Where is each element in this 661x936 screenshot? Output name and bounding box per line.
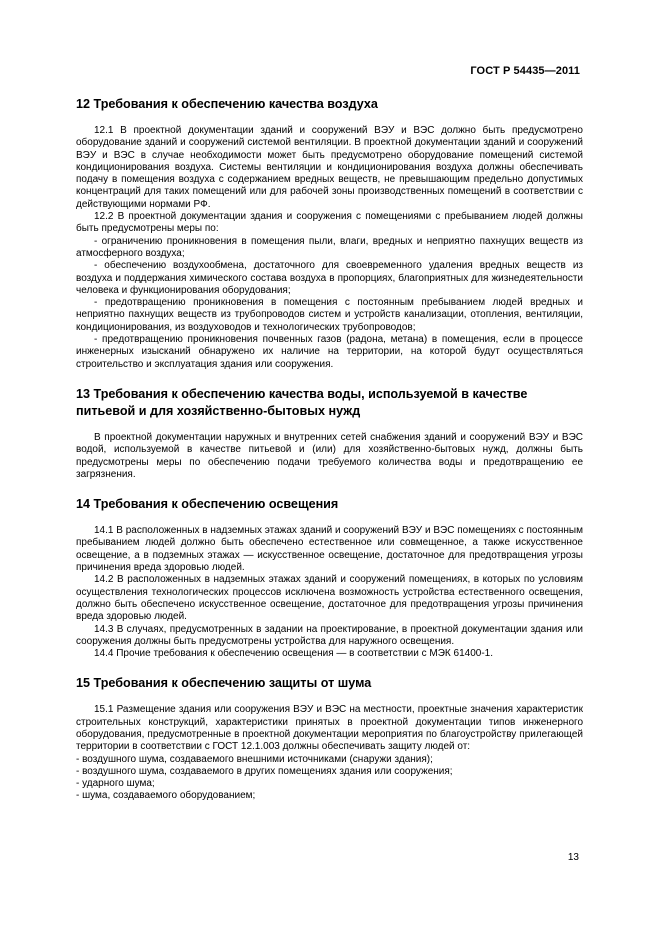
section-title: 14 Требования к обеспечению освещения: [76, 497, 339, 512]
paragraph: 14.3 В случаях, предусмотренных в задании на проектирование, в проектной документации здания или сооружения должны быть предусмотрены устройства для наружного освещения.: [76, 623, 583, 647]
paragraph: 14.2 В расположенных в надземных этажах зданий и сооружений помещениях, в которых по условиям осуществления технологических процессов исключена возможность устройства естественного освещения, должно быть обеспечено искусственное освещение, достаточное для предотвращения угрозы причинения вреда здоровью людей.: [76, 574, 583, 623]
section-title: 15 Требования к обеспечению защиты от шума: [76, 676, 372, 691]
list-item: - ударного шума;: [76, 778, 155, 790]
list-item: - воздушного шума, создаваемого в других помещениях здания или сооружения;: [76, 765, 453, 777]
page-number: 13: [567, 852, 579, 863]
section-14: [76, 496, 583, 660]
paragraph: В проектной документации наружных и внутренних сетей снабжения зданий и сооружений ВЭУ и ВЭС водой, используемой в качестве питьевой и (или) для хозяйственно-бытовых нужд, должны быть предусмотрены меры по обеспечению подачи требуемого количества воды и предотвращению ее загрязнения.: [76, 431, 583, 480]
section-title: 13 Требования к обеспечению качества воды, используемой в качестве питьевой и для хозяйственно-бытовых нужд: [76, 386, 528, 418]
section-15: [76, 675, 583, 802]
paragraph: - ограничению проникновения в помещения пыли, влаги, вредных и неприятно пахнущих веществ из атмосферного воздуха;: [76, 235, 583, 259]
paragraph: 14.4 Прочие требования к обеспечению освещения — в соответствии с МЭК 61400-1.: [94, 648, 493, 660]
document-body: [76, 96, 583, 818]
paragraph: - предотвращению проникновения почвенных газов (радона, метана) в помещения, если в процессе инженерных изысканий обнаружено их наличие на территории, на которой будут осуществляться строительство и эксплуатация здания или сооружения.: [76, 334, 583, 370]
paragraph: - обеспечению воздухообмена, достаточного для своевременного удаления вредных веществ из воздуха и поддержания химического состава воздуха в пропорциях, благоприятных для жизнедеятельности человека и функционирования оборудования;: [76, 260, 583, 296]
section-12: [76, 96, 583, 371]
paragraph: 14.1 В расположенных в надземных этажах зданий и сооружений ВЭУ и ВЭС помещениях с постоянным пребыванием людей должно быть обеспечено естественное или совмещенное, а также искусственное освещение, а в подземных этажах — искусственное освещение, достаточное для предотвращения угрозы причинения вреда здоровью людей.: [76, 525, 583, 574]
section-title: 12 Требования к обеспечению качества воздуха: [76, 97, 378, 111]
document-code: ГОСТ Р 54435—2011: [470, 65, 580, 77]
paragraph: - предотвращению проникновения в помещения с постоянным пребыванием людей вредных и неприятно пахнущих веществ из трубопроводов систем и устройств канализации, отопления, вентиляции, кондиционирования, из воздуховодов и технологических трубопроводов;: [76, 297, 583, 333]
paragraph: 12.1 В проектной документации зданий и сооружений ВЭУ и ВЭС должно быть предусмотрено оборудование зданий и сооружений системой вентиляции. В проектной документации зданий и сооружений ВЭУ и ВЭС в случае необходимости может быть предусмотрено оборудование помещений системой кондиционирования воздуха. Системы вентиляции и кондиционирования воздуха должны обеспечивать подачу в помещения воздуха с содержанием вредных веществ, не превышающим предельно допустимых концентраций для таких помещений или для рабочей зоны производственных помещений в соответствии с действующими нормами РФ.: [76, 125, 583, 210]
paragraph: 12.2 В проектной документации здания и сооружения с помещениями с пребыванием людей должны быть предусмотрены меры по:: [76, 211, 583, 235]
paragraph: 15.1 Размещение здания или сооружения ВЭУ и ВЭС на местности, проектные значения характеристик строительных конструкций, характеристики принятых в проектной документации типов инженерного оборудования, предусмотренные в проектной документации мероприятия по благоустройству прилегающей территории в соответствии с ГОСТ 12.1.003 должны обеспечивать защиту людей от:: [76, 704, 583, 753]
list-item: - воздушного шума, создаваемого внешними источниками (снаружи здания);: [76, 753, 433, 765]
list-item: - шума, создаваемого оборудованием;: [76, 790, 256, 802]
section-13: [76, 386, 583, 481]
